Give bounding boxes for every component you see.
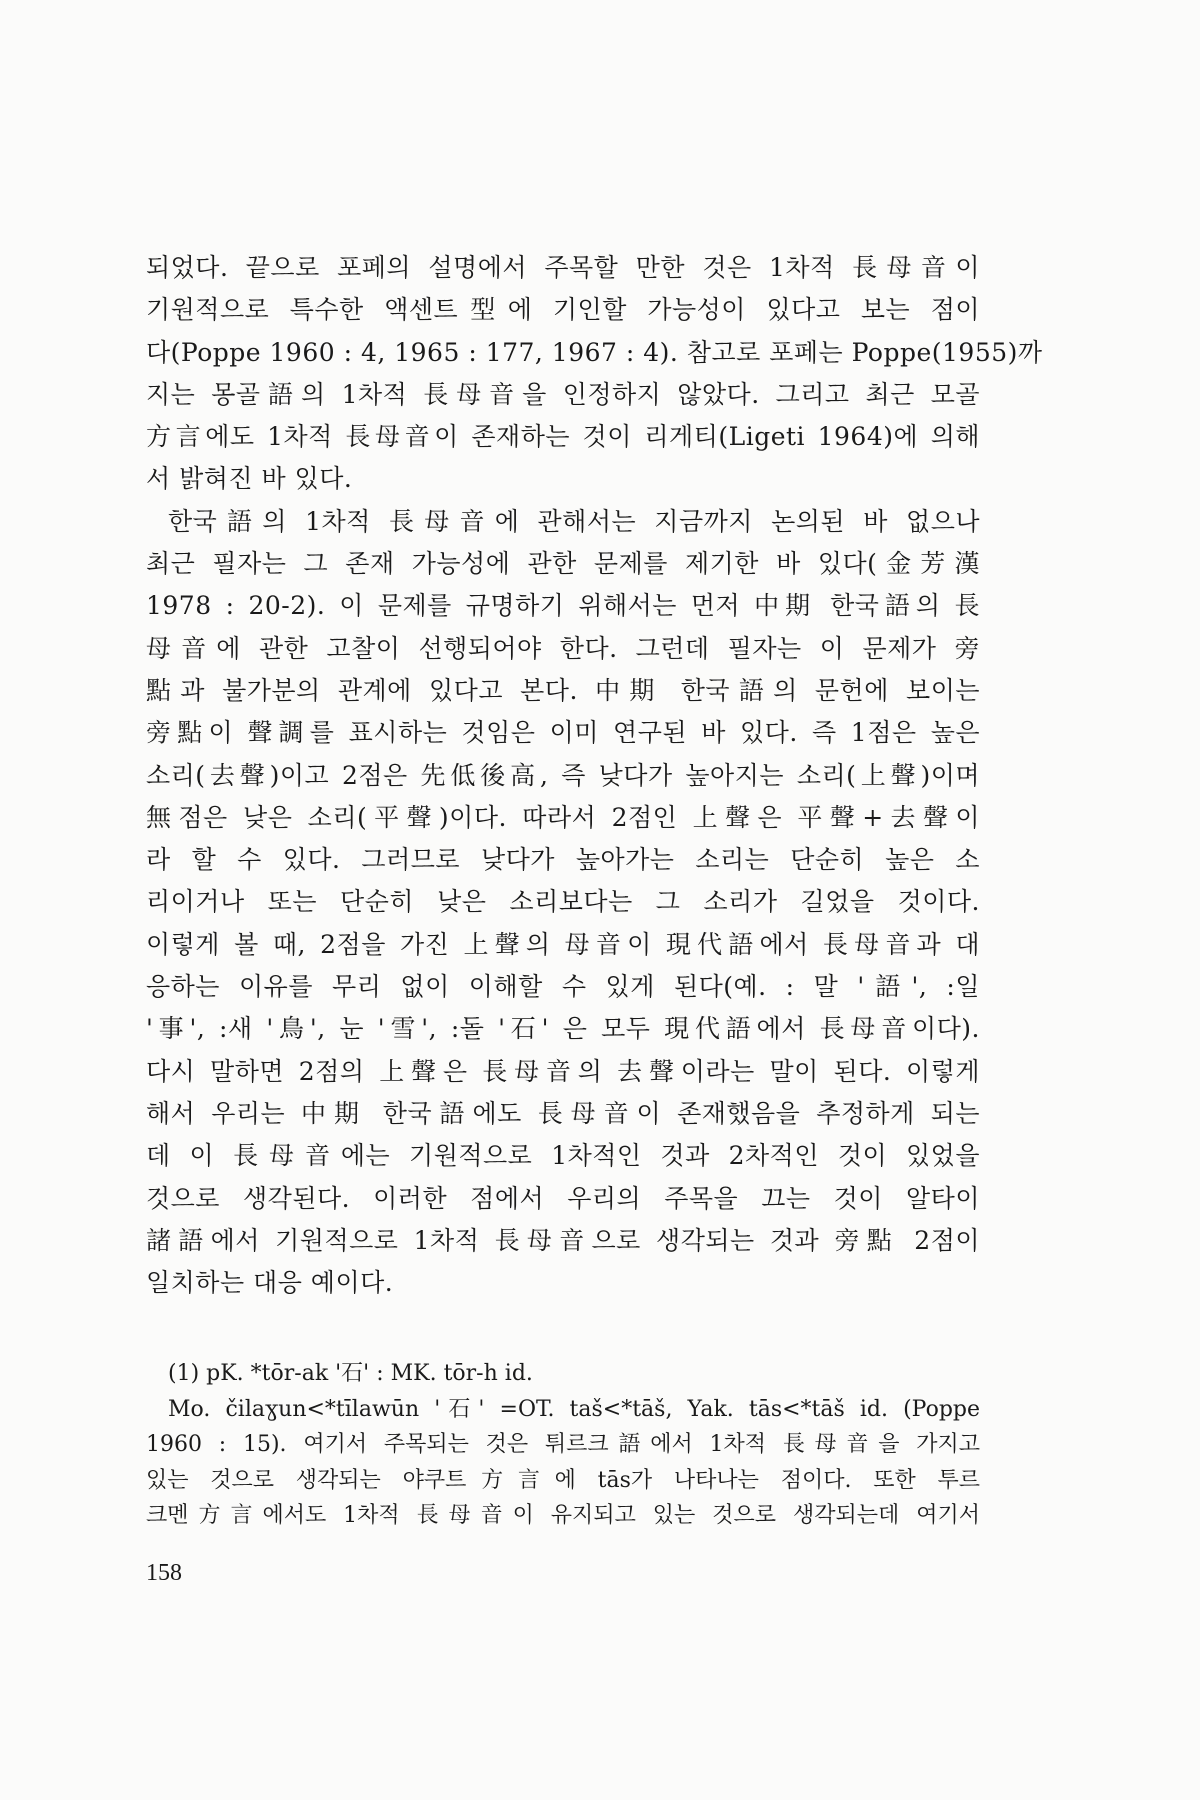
text-line: 응하는 이유를 무리 없이 이해할 수 있게 된다(예. : 말 '語', :일 (146, 972, 980, 1002)
text-line: 이렇게 볼 때, 2점을 가진 上聲의 母音이 現代語에서 長母音과 대 (146, 929, 980, 959)
text-line: 해서 우리는 中期 한국語에도 長母音이 존재했음을 추정하게 되는 (146, 1098, 980, 1128)
text-line: 되었다. 끝으로 포페의 설명에서 주목할 만한 것은 1차적 長母音이 (146, 253, 980, 282)
example-line: (1) pK. *tōr-ak '石' : MK. tōr-h id. (168, 1361, 533, 1386)
paragraph-2 (146, 501, 980, 1305)
text-line: 方言에도 1차적 長母音이 존재하는 것이 리게티(Ligeti 1964)에 의해 (146, 422, 980, 452)
text-line: '事', :새 '鳥', 눈 '雪', :돌 '石' 은 모두 現代語에서 長母音이다). (146, 1014, 980, 1044)
example-line: Mo. čilaɣun<*tīlawūn '石' =OT. taš<*tāš, Yak. tās<*tāš id. (Poppe (168, 1396, 980, 1422)
example-line: 크멘方言에서도 1차적 長母音이 유지되고 있는 것으로 생각되는데 여기서 (146, 1503, 980, 1528)
text-line: 無점은 낮은 소리(平聲)이다. 따라서 2점인 上聲은 平聲+去聲이 (146, 802, 980, 832)
body-text (146, 247, 1043, 1304)
text-line: 1978 : 20-2). 이 문제를 규명하기 위해서는 먼저 中期 한국語의 長 (146, 591, 980, 621)
text-line: 최근 필자는 그 존재 가능성에 관한 문제를 제기한 바 있다(金芳漢 (146, 549, 980, 579)
page-number: 158 (146, 1560, 182, 1586)
text-line: 한국語의 1차적 長母音에 관해서는 지금까지 논의된 바 없으나 (168, 506, 980, 536)
text-line: 데 이 長母音에는 기원적으로 1차적인 것과 2차적인 것이 있었을 (146, 1141, 980, 1171)
text-line: 旁點이 聲調를 표시하는 것임은 이미 연구된 바 있다. 즉 1점은 높은 (146, 718, 980, 748)
example-line: 있는 것으로 생각되는 야쿠트方言에 tās가 나타나는 점이다. 또한 투르 (146, 1467, 980, 1493)
text-line: 것으로 생각된다. 이러한 점에서 우리의 주목을 끄는 것이 알타이 (146, 1183, 980, 1213)
text-line: 리이거나 또는 단순히 낮은 소리보다는 그 소리가 길었을 것이다. (146, 887, 980, 917)
text-line: 母音에 관한 고찰이 선행되어야 한다. 그런데 필자는 이 문제가 旁 (146, 633, 980, 663)
paragraph-1 (146, 247, 1043, 501)
text-line: 기원적으로 특수한 액센트型에 기인할 가능성이 있다고 보는 점이 (146, 295, 980, 325)
text-line: 소리(去聲)이고 2점은 先低後高, 즉 낮다가 높아지는 소리(上聲)이며 (146, 760, 980, 790)
text-line: 일치하는 대응 예이다. (146, 1268, 394, 1298)
text-line: 點과 불가분의 관계에 있다고 본다. 中期 한국語의 문헌에 보이는 (146, 675, 980, 705)
text-line: 諸語에서 기원적으로 1차적 長母音으로 생각되는 것과 旁點 2점이 (146, 1225, 980, 1255)
text-line: 서 밝혀진 바 있다. (146, 464, 353, 494)
example-line: 1960 : 15). 여기서 주목되는 것은 튀르크語에서 1차적 長母音을 가지고 (146, 1432, 980, 1457)
example-block (146, 1356, 980, 1534)
text-line: 라 할 수 있다. 그러므로 낮다가 높아가는 소리는 단순히 높은 소 (146, 845, 980, 875)
text-line: 다시 말하면 2점의 上聲은 長母音의 去聲이라는 말이 된다. 이렇게 (146, 1056, 980, 1086)
text-line: 지는 몽골語의 1차적 長母音을 인정하지 않았다. 그리고 최근 모골 (146, 379, 980, 409)
text-line: 다(Poppe 1960 : 4, 1965 : 177, 1967 : 4). 참고로 포페는 Poppe(1955)까 (146, 337, 1043, 367)
